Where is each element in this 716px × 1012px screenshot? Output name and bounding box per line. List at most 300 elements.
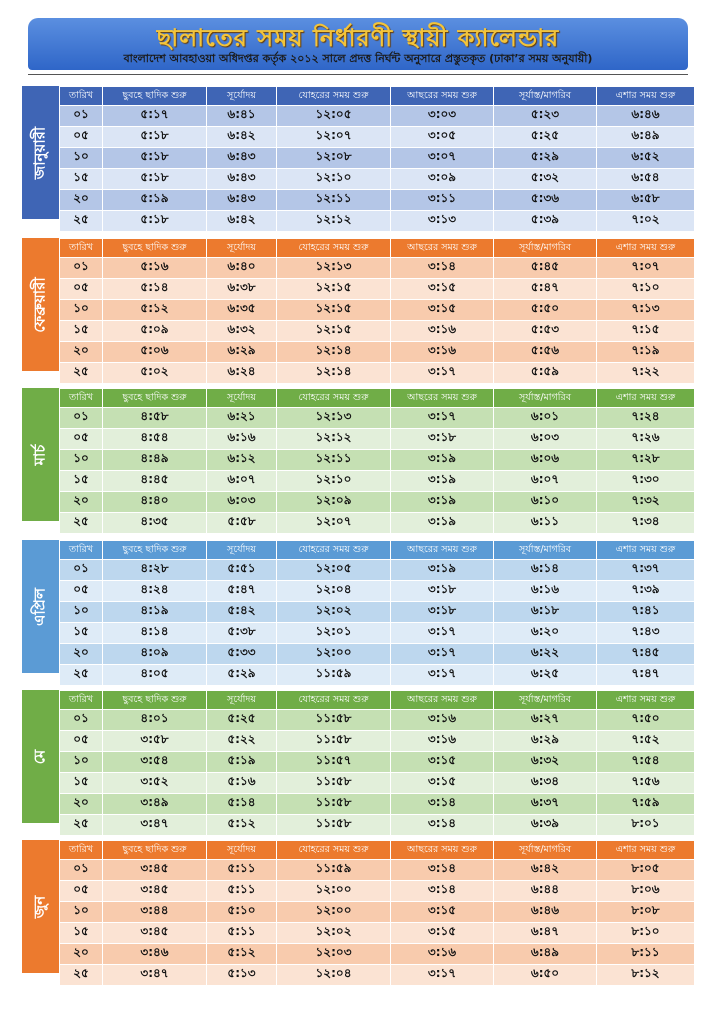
table-cell: ১২:০২ [277, 602, 391, 623]
month-name: মে [30, 749, 48, 764]
table-cell: ৩:১৬ [391, 342, 494, 363]
column-header: সূর্যোদয় [207, 841, 277, 860]
table-cell: ৫:২৫ [207, 710, 277, 731]
column-header: যোহরের সময় শুরু [277, 389, 391, 408]
column-header: এশার সময় শুরু [597, 691, 695, 710]
prayer-times-table [59, 840, 695, 986]
table-cell: ৭:৩৭ [597, 560, 695, 581]
table-row [60, 881, 695, 902]
table-row [60, 644, 695, 665]
table-cell: ৪:০১ [103, 710, 207, 731]
table-row [60, 965, 695, 986]
table-row [60, 860, 695, 881]
table-cell: ২৫ [60, 665, 103, 686]
table-cell: ৩:১৪ [391, 860, 494, 881]
table-cell: ১২:০৭ [277, 127, 391, 148]
table-cell: ৩:৪৫ [103, 860, 207, 881]
table-cell: ৮:১০ [597, 923, 695, 944]
month-block [22, 388, 694, 528]
table-cell: ১০ [60, 450, 103, 471]
table-cell: ৬:৪৩ [207, 169, 277, 190]
table-cell: ৩:১৮ [391, 602, 494, 623]
table-cell: ৫:২৫ [494, 127, 597, 148]
table-cell: ১১:৫৯ [277, 665, 391, 686]
table-cell: ৬:১৬ [207, 429, 277, 450]
table-cell: ৬:৪৯ [597, 127, 695, 148]
column-header: সূর্যাস্ত/মাগরিব [494, 239, 597, 258]
table-cell: ৭:৫২ [597, 731, 695, 752]
table-cell: ১২:০৫ [277, 106, 391, 127]
table-cell: ৩:১৪ [391, 258, 494, 279]
table-row [60, 731, 695, 752]
column-header: ছুবহে ছাদিক শুরু [103, 541, 207, 560]
table-cell: ১২:১০ [277, 169, 391, 190]
table-cell: ৩:০৫ [391, 127, 494, 148]
table-cell: ৭:১৯ [597, 342, 695, 363]
column-header: আছরের সময় শুরু [391, 691, 494, 710]
table-cell: ৩:১৮ [391, 429, 494, 450]
table-cell: ৩:১৫ [391, 279, 494, 300]
column-header: এশার সময় শুরু [597, 841, 695, 860]
column-header: তারিখ [60, 87, 103, 106]
table-row [60, 190, 695, 211]
table-cell: ৩:১৭ [391, 363, 494, 384]
table-cell: ১২:১৫ [277, 321, 391, 342]
table-cell: ৫:১৮ [103, 127, 207, 148]
month-name: জানুয়ারী [30, 126, 48, 179]
table-cell: ১০ [60, 902, 103, 923]
page-title: ছালাতের সময় নির্ধারণী স্থায়ী ক্যালেন্ডার [156, 24, 560, 52]
table-row [60, 902, 695, 923]
month-label [22, 540, 59, 673]
table-row [60, 300, 695, 321]
table-cell: ৫:২২ [207, 731, 277, 752]
column-header: যোহরের সময় শুরু [277, 541, 391, 560]
table-cell: ৬:৫০ [494, 965, 597, 986]
column-header: আছরের সময় শুরু [391, 87, 494, 106]
table-cell: ৫:১৮ [103, 169, 207, 190]
table-cell: ১২:০৪ [277, 965, 391, 986]
table-row [60, 944, 695, 965]
table-cell: ১৫ [60, 471, 103, 492]
table-cell: ০৫ [60, 731, 103, 752]
table-cell: ৪:০৫ [103, 665, 207, 686]
table-cell: ৫:৪২ [207, 602, 277, 623]
table-cell: ৬:৪২ [207, 211, 277, 232]
table-header-row [60, 541, 695, 560]
table-cell: ১২:১১ [277, 450, 391, 471]
table-cell: ০৫ [60, 581, 103, 602]
table-row [60, 342, 695, 363]
column-header: সূর্যোদয় [207, 87, 277, 106]
table-cell: ৬:৪২ [207, 127, 277, 148]
month-name: এপ্রিল [30, 587, 48, 626]
table-cell: ৬:৫৪ [597, 169, 695, 190]
column-header: সূর্যাস্ত/মাগরিব [494, 389, 597, 408]
month-label [22, 690, 59, 823]
table-cell: ৭:৫০ [597, 710, 695, 731]
table-cell: ০১ [60, 106, 103, 127]
table-cell: ৫:২৯ [207, 665, 277, 686]
table-row [60, 258, 695, 279]
table-cell: ৬:১১ [494, 513, 597, 534]
table-cell: ৩:৪৯ [103, 794, 207, 815]
table-cell: ৩:১১ [391, 190, 494, 211]
divider [28, 74, 688, 75]
table-cell: ১২:১৩ [277, 408, 391, 429]
table-cell: ৬:৩২ [207, 321, 277, 342]
table-cell: ৫:১৩ [207, 965, 277, 986]
column-header: আছরের সময় শুরু [391, 389, 494, 408]
month-block [22, 840, 694, 980]
column-header: সূর্যোদয় [207, 541, 277, 560]
table-cell: ১২:১৪ [277, 363, 391, 384]
month-block [22, 540, 694, 680]
table-cell: ৪:৫৮ [103, 408, 207, 429]
table-cell: ৩:১৫ [391, 923, 494, 944]
table-cell: ৫:৫৬ [494, 342, 597, 363]
month-block [22, 690, 694, 830]
column-header: যোহরের সময় শুরু [277, 841, 391, 860]
table-row [60, 752, 695, 773]
table-cell: ৬:৩৭ [494, 794, 597, 815]
table-cell: ১০ [60, 148, 103, 169]
table-cell: ৬:১০ [494, 492, 597, 513]
table-cell: ৫:১৭ [103, 106, 207, 127]
table-cell: ৬:৪৩ [207, 190, 277, 211]
table-cell: ১১:৫৮ [277, 731, 391, 752]
table-header-row [60, 239, 695, 258]
table-cell: ৩:১৫ [391, 300, 494, 321]
table-cell: ৬:৫২ [597, 148, 695, 169]
table-row [60, 127, 695, 148]
table-cell: ৫:০২ [103, 363, 207, 384]
table-cell: ৫:৩৮ [207, 623, 277, 644]
table-cell: ২৫ [60, 363, 103, 384]
page-subtitle: বাংলাদেশ আবহাওয়া অধিদপ্তর কর্তৃক ২০১২ সালে প্রদত্ত নির্ঘন্ট অনুসারে প্রস্তুতকৃত (ঢাকা’র সময় অনুযায়ী) [123, 52, 593, 65]
table-cell: ৫:১৯ [103, 190, 207, 211]
table-cell: ৬:৪১ [207, 106, 277, 127]
table-cell: ১২:০০ [277, 881, 391, 902]
month-name: ফেব্রুয়ারী [30, 276, 48, 333]
table-cell: ১২:০৩ [277, 944, 391, 965]
table-cell: ৬:০৭ [207, 471, 277, 492]
table-cell: ৩:০৩ [391, 106, 494, 127]
table-cell: ৩:৪৭ [103, 815, 207, 836]
table-cell: ৪:২৪ [103, 581, 207, 602]
table-cell: ৫:৪৭ [207, 581, 277, 602]
table-header-row [60, 389, 695, 408]
column-header: তারিখ [60, 541, 103, 560]
column-header: তারিখ [60, 239, 103, 258]
table-row [60, 815, 695, 836]
table-cell: ৬:৪৬ [494, 902, 597, 923]
table-cell: ০১ [60, 860, 103, 881]
table-cell: ২০ [60, 492, 103, 513]
table-cell: ৩:১৯ [391, 471, 494, 492]
table-cell: ৩:১৬ [391, 710, 494, 731]
table-cell: ১৫ [60, 169, 103, 190]
table-cell: ৮:১২ [597, 965, 695, 986]
table-cell: ২৫ [60, 513, 103, 534]
table-cell: ৭:২২ [597, 363, 695, 384]
table-row [60, 923, 695, 944]
table-cell: ৫:১১ [207, 860, 277, 881]
table-cell: ৭:১৩ [597, 300, 695, 321]
table-cell: ৫:১২ [207, 815, 277, 836]
column-header: আছরের সময় শুরু [391, 239, 494, 258]
table-cell: ০৫ [60, 429, 103, 450]
table-cell: ৩:১৭ [391, 965, 494, 986]
table-cell: ৭:৫৯ [597, 794, 695, 815]
table-cell: ৩:৪৪ [103, 902, 207, 923]
table-cell: ৩:৪৫ [103, 923, 207, 944]
table-cell: ৬:৫৮ [597, 190, 695, 211]
column-header: এশার সময় শুরু [597, 541, 695, 560]
table-cell: ৭:৪৭ [597, 665, 695, 686]
table-row [60, 429, 695, 450]
table-cell: ১০ [60, 300, 103, 321]
table-cell: ১২:১৪ [277, 342, 391, 363]
table-cell: ৫:১৮ [103, 148, 207, 169]
column-header: আছরের সময় শুরু [391, 841, 494, 860]
column-header: সূর্যোদয় [207, 389, 277, 408]
table-row [60, 665, 695, 686]
column-header: তারিখ [60, 389, 103, 408]
table-cell: ৫:৫০ [494, 300, 597, 321]
table-cell: ১২:০০ [277, 902, 391, 923]
table-cell: ৫:১৯ [207, 752, 277, 773]
table-cell: ৩:৪৬ [103, 944, 207, 965]
table-cell: ৮:০১ [597, 815, 695, 836]
table-cell: ১২:০৯ [277, 492, 391, 513]
table-cell: ৫:৫৮ [207, 513, 277, 534]
table-cell: ৭:৩৪ [597, 513, 695, 534]
table-cell: ৬:০৩ [494, 429, 597, 450]
table-cell: ২০ [60, 644, 103, 665]
table-cell: ৭:১০ [597, 279, 695, 300]
table-cell: ৩:১৩ [391, 211, 494, 232]
table-cell: ১১:৫৮ [277, 710, 391, 731]
table-cell: ৩:১৭ [391, 644, 494, 665]
table-cell: ১২:১১ [277, 190, 391, 211]
table-cell: ৫:১২ [207, 944, 277, 965]
table-cell: ৪:৫৪ [103, 429, 207, 450]
column-header: সূর্যাস্ত/মাগরিব [494, 841, 597, 860]
table-cell: ১১:৫৮ [277, 773, 391, 794]
table-cell: ৬:২৫ [494, 665, 597, 686]
table-cell: ২০ [60, 190, 103, 211]
table-cell: ৬:৪৬ [597, 106, 695, 127]
table-cell: ৫:১১ [207, 881, 277, 902]
table-row [60, 148, 695, 169]
table-cell: ৫:১৮ [103, 211, 207, 232]
column-header: সূর্যোদয় [207, 691, 277, 710]
table-cell: ৩:১৭ [391, 623, 494, 644]
table-row [60, 211, 695, 232]
table-cell: ১৫ [60, 623, 103, 644]
table-cell: ৭:২৪ [597, 408, 695, 429]
table-row [60, 560, 695, 581]
table-cell: ৫:২৩ [494, 106, 597, 127]
table-cell: ২০ [60, 944, 103, 965]
table-cell: ১২:০০ [277, 644, 391, 665]
table-cell: ০১ [60, 710, 103, 731]
table-row [60, 492, 695, 513]
table-cell: ৬:০৭ [494, 471, 597, 492]
table-cell: ৩:১৬ [391, 944, 494, 965]
column-header: ছুবহে ছাদিক শুরু [103, 389, 207, 408]
table-cell: ১২:১২ [277, 211, 391, 232]
table-cell: ৩:১৭ [391, 665, 494, 686]
table-cell: ২৫ [60, 211, 103, 232]
table-cell: ৫:৫৩ [494, 321, 597, 342]
table-cell: ৫:১৬ [103, 258, 207, 279]
table-cell: ৫:৫১ [207, 560, 277, 581]
table-cell: ৭:৩২ [597, 492, 695, 513]
table-cell: ৭:১৫ [597, 321, 695, 342]
table-row [60, 623, 695, 644]
table-cell: ৬:৪২ [494, 860, 597, 881]
table-cell: ৬:০৩ [207, 492, 277, 513]
table-cell: ২০ [60, 794, 103, 815]
table-cell: ৬:১৪ [494, 560, 597, 581]
table-cell: ১০ [60, 602, 103, 623]
table-row [60, 106, 695, 127]
table-cell: ৫:৩৩ [207, 644, 277, 665]
month-label [22, 840, 59, 973]
table-cell: ৬:৩৪ [494, 773, 597, 794]
table-cell: ১১:৫৯ [277, 860, 391, 881]
table-cell: ১২:০৫ [277, 560, 391, 581]
table-row [60, 450, 695, 471]
table-cell: ০৫ [60, 127, 103, 148]
table-cell: ১৫ [60, 923, 103, 944]
table-cell: ৮:০৫ [597, 860, 695, 881]
table-header-row [60, 841, 695, 860]
table-cell: ৪:৪০ [103, 492, 207, 513]
table-cell: ৮:১১ [597, 944, 695, 965]
table-cell: ০১ [60, 258, 103, 279]
table-cell: ৩:১৫ [391, 773, 494, 794]
month-name: মার্চ [30, 444, 48, 465]
table-cell: ৩:১৪ [391, 815, 494, 836]
table-cell: ১২:১০ [277, 471, 391, 492]
table-cell: ১২:০৮ [277, 148, 391, 169]
table-cell: ৫:৩৬ [494, 190, 597, 211]
table-cell: ১২:১৫ [277, 279, 391, 300]
table-cell: ৩:১৯ [391, 492, 494, 513]
table-cell: ৭:২৬ [597, 429, 695, 450]
table-cell: ৬:৪০ [207, 258, 277, 279]
table-cell: ৪:২৮ [103, 560, 207, 581]
table-cell: ১৫ [60, 321, 103, 342]
table-row [60, 794, 695, 815]
table-cell: ৫:১৪ [103, 279, 207, 300]
table-cell: ৩:১৯ [391, 560, 494, 581]
table-cell: ৫:৪৫ [494, 258, 597, 279]
table-cell: ৩:১৫ [391, 752, 494, 773]
month-label [22, 238, 59, 371]
column-header: আছরের সময় শুরু [391, 541, 494, 560]
prayer-times-table [59, 690, 695, 836]
table-cell: ৫:০৯ [103, 321, 207, 342]
table-cell: ৩:৪৭ [103, 965, 207, 986]
column-header: এশার সময় শুরু [597, 389, 695, 408]
prayer-times-table [59, 388, 695, 534]
table-cell: ৩:১৭ [391, 408, 494, 429]
table-cell: ৭:৫৬ [597, 773, 695, 794]
table-cell: ১০ [60, 752, 103, 773]
table-cell: ৫:০৬ [103, 342, 207, 363]
column-header: এশার সময় শুরু [597, 239, 695, 258]
table-row [60, 513, 695, 534]
column-header: যোহরের সময় শুরু [277, 239, 391, 258]
table-cell: ৩:৫২ [103, 773, 207, 794]
table-cell: ৬:৪৯ [494, 944, 597, 965]
table-cell: ৫:৪৭ [494, 279, 597, 300]
column-header: সূর্যাস্ত/মাগরিব [494, 87, 597, 106]
table-cell: ৭:৩৯ [597, 581, 695, 602]
table-cell: ৭:৫৪ [597, 752, 695, 773]
table-cell: ৬:৩২ [494, 752, 597, 773]
table-cell: ৪:৩৫ [103, 513, 207, 534]
table-cell: ৮:০৬ [597, 881, 695, 902]
table-cell: ৫:২৯ [494, 148, 597, 169]
table-cell: ৭:০৭ [597, 258, 695, 279]
table-cell: ৬:৪৭ [494, 923, 597, 944]
table-header-row [60, 691, 695, 710]
table-cell: ৫:৫৯ [494, 363, 597, 384]
table-row [60, 581, 695, 602]
table-cell: ১২:০১ [277, 623, 391, 644]
table-row [60, 710, 695, 731]
table-cell: ৪:৪৯ [103, 450, 207, 471]
prayer-times-table [59, 540, 695, 686]
table-row [60, 408, 695, 429]
table-cell: ৬:১৮ [494, 602, 597, 623]
table-cell: ৩:৪৫ [103, 881, 207, 902]
table-cell: ২৫ [60, 815, 103, 836]
column-header: যোহরের সময় শুরু [277, 87, 391, 106]
table-cell: ১১:৫৮ [277, 815, 391, 836]
table-cell: ১২:০৪ [277, 581, 391, 602]
table-cell: ১১:৫৮ [277, 794, 391, 815]
month-label [22, 86, 59, 219]
table-cell: ৬:২৭ [494, 710, 597, 731]
table-cell: ৫:১২ [103, 300, 207, 321]
table-cell: ৭:৩০ [597, 471, 695, 492]
table-cell: ১২:১২ [277, 429, 391, 450]
table-cell: ৬:২২ [494, 644, 597, 665]
table-row [60, 602, 695, 623]
table-header-row [60, 87, 695, 106]
table-cell: ৩:১৬ [391, 321, 494, 342]
table-cell: ৪:১৯ [103, 602, 207, 623]
table-cell: ৬:৩৮ [207, 279, 277, 300]
table-cell: ৩:৫৮ [103, 731, 207, 752]
column-header: এশার সময় শুরু [597, 87, 695, 106]
table-row [60, 321, 695, 342]
table-cell: ১১:৫৭ [277, 752, 391, 773]
month-block [22, 238, 694, 378]
column-header: সূর্যাস্ত/মাগরিব [494, 541, 597, 560]
table-cell: ৬:৪৩ [207, 148, 277, 169]
table-cell: ৭:৪১ [597, 602, 695, 623]
table-cell: ৬:২৪ [207, 363, 277, 384]
column-header: ছুবহে ছাদিক শুরু [103, 841, 207, 860]
table-cell: ৩:১৯ [391, 513, 494, 534]
